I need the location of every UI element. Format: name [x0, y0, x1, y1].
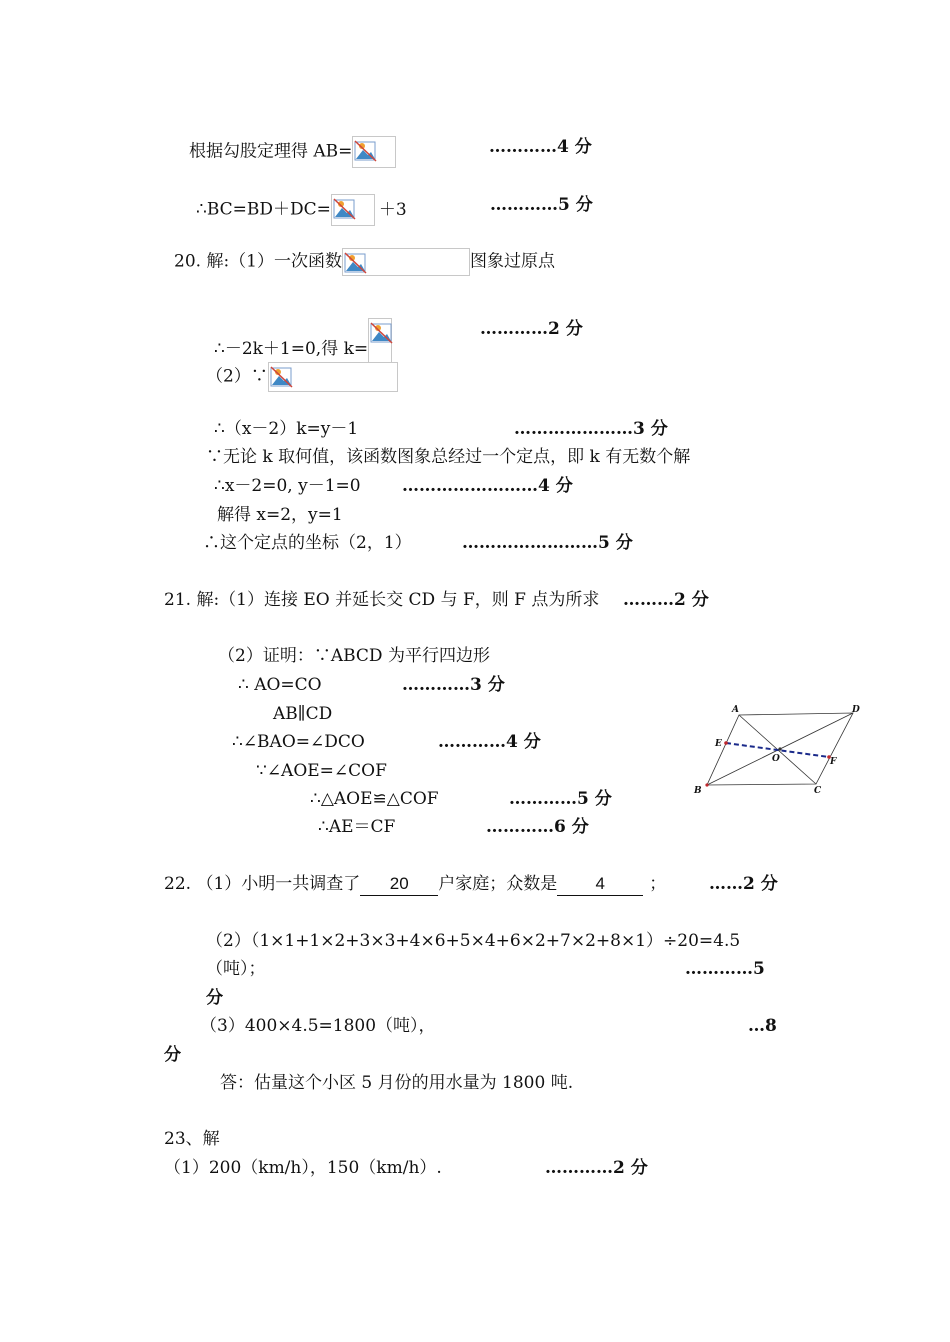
answer-blank-mode: 4	[557, 873, 643, 896]
score-unit: 分	[206, 988, 223, 1008]
line-text: 22. （1）小明一共调查了	[164, 874, 361, 894]
score-2: ……2 分	[709, 874, 778, 894]
broken-image-icon	[331, 194, 375, 226]
broken-image-icon	[352, 136, 396, 168]
label-o: O	[772, 754, 780, 764]
line-bc-sum	[196, 194, 407, 226]
score-unit: 分	[164, 1045, 181, 1065]
line-text: 根据勾股定理得 AB=	[189, 141, 353, 162]
line-text: ∴－2k＋1=0,得 k=	[214, 339, 369, 359]
q20-part2	[206, 362, 398, 392]
q21-step-f: ∴AE＝CF	[318, 817, 396, 837]
q22-answer: 答：估量这个小区 5 月份的用水量为 1800 吨.	[220, 1073, 574, 1093]
line-text-after: ＋3	[378, 199, 407, 220]
line-text: ∴BC=BD＋DC=	[196, 199, 331, 220]
label-e: E	[715, 739, 722, 749]
label-f: F	[830, 757, 837, 767]
line-ab-pythagoras	[189, 136, 396, 168]
score-2: ………2 分	[623, 590, 709, 610]
q22-part2-unit: （吨）；	[206, 959, 266, 979]
broken-image-icon	[268, 362, 398, 392]
line-text: 户家庭；众数是	[438, 874, 558, 894]
line-text: 20. 解:（1）一次函数	[174, 251, 342, 272]
q20-step-d: 解得 x=2，y=1	[217, 505, 343, 525]
score-6: …………6 分	[486, 817, 589, 837]
score-5: …………5 分	[490, 195, 593, 215]
q21-step-a: ∴ AO=CO	[238, 675, 322, 695]
q21-step-e: ∴△AOE≌△COF	[310, 789, 439, 809]
q23-heading: 23、解	[164, 1129, 220, 1149]
q22-part3: （3）400×4.5=1800（吨），	[200, 1016, 436, 1036]
score-5: …………5 分	[509, 789, 612, 809]
label-c: C	[814, 786, 822, 796]
point-e	[724, 741, 728, 745]
point-o	[778, 747, 781, 750]
score-2: …………2 分	[545, 1158, 648, 1178]
score-3: …………3 分	[402, 675, 505, 695]
score-3: …………………3 分	[514, 419, 668, 439]
score-5: …………5	[685, 959, 765, 979]
q21-step-d: ∵∠AOE=∠COF	[256, 761, 387, 781]
line-text: （2）∵	[206, 366, 268, 387]
q21-step-b: AB∥CD	[273, 704, 333, 724]
label-a: A	[732, 705, 739, 715]
q20-step-b: ∵无论 k 取何值，该函数图象总经过一个定点，即 k 有无数个解	[206, 447, 691, 467]
score-4: ……………………4 分	[402, 476, 573, 496]
score-2: …………2 分	[480, 319, 583, 339]
q20-step-a: ∴（x－2）k=y－1	[214, 419, 359, 439]
q22-part2: （2）（1×1+1×2+3×3+4×6+5×4+6×2+7×2+8×1）÷20=4.5	[206, 931, 741, 951]
score-5: ……………………5 分	[462, 533, 633, 553]
q21-step-c: ∴∠BAO=∠DCO	[232, 732, 365, 752]
parallelogram-diagram	[688, 700, 868, 800]
score-8: …8	[748, 1016, 777, 1036]
q20-heading	[174, 248, 555, 276]
line-text-after: 图象过原点	[469, 251, 555, 272]
label-b: B	[694, 786, 702, 796]
q23-part1: （1）200（km/h），150（km/h）.	[164, 1158, 442, 1178]
q20-step-c: ∴x－2=0, y－1=0	[214, 476, 361, 496]
label-d: D	[852, 705, 860, 715]
broken-image-icon	[342, 248, 470, 276]
point-b	[705, 783, 708, 786]
q20-step-e: ∴这个定点的坐标（2，1）	[203, 533, 412, 553]
q22-part1	[164, 873, 666, 896]
q21-proof-start: （2）证明：∵ABCD 为平行四边形	[218, 646, 490, 666]
line-text: ；	[649, 874, 667, 894]
score-4: …………4 分	[489, 137, 592, 157]
answer-blank-households: 20	[360, 873, 438, 896]
score-4: …………4 分	[438, 732, 541, 752]
q21-heading: 21. 解:（1）连接 EO 并延长交 CD 与 F，则 F 点为所求	[164, 590, 600, 610]
